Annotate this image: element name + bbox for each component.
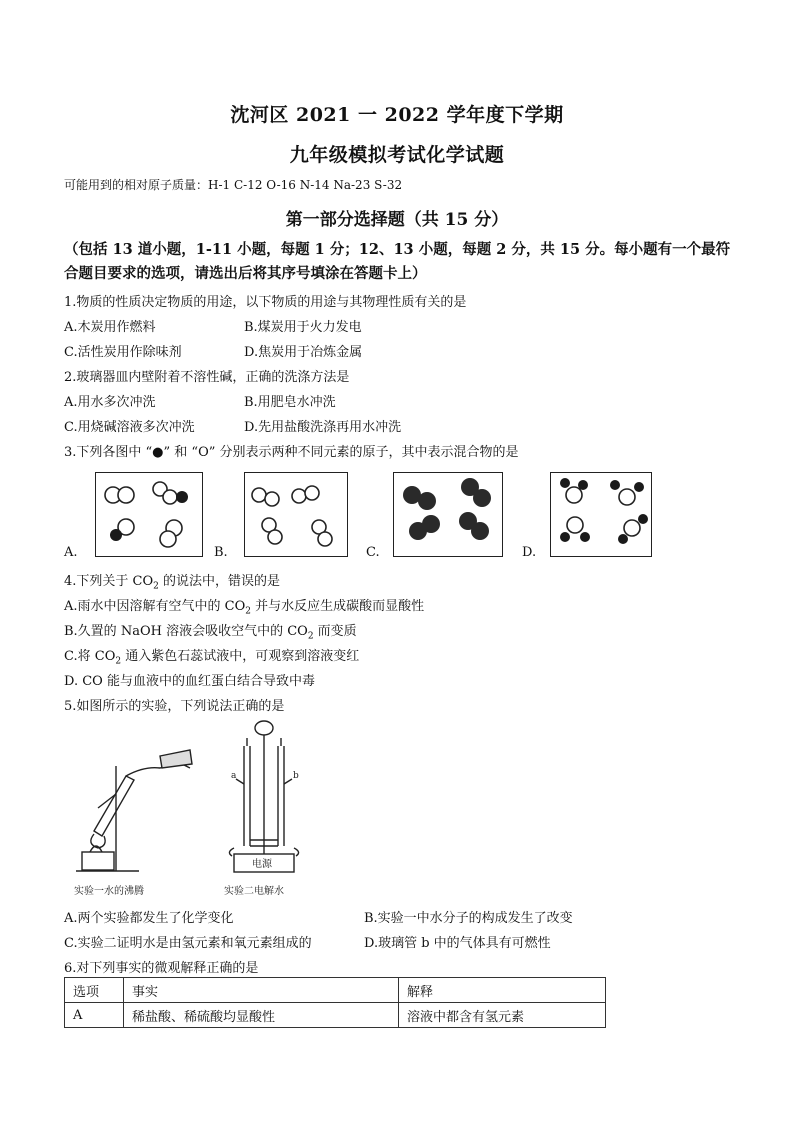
exam-title-line2: 九年级模拟考试化学试题 [289,144,505,166]
q3-label-b: B. [214,545,228,560]
q5-option-c: C.实验二证明水是由氢元素和氧元素组成的 [64,936,312,951]
q3-diagram-d [550,472,652,557]
table-cell: A [65,1003,124,1028]
q5-option-a: A.两个实验都发生了化学变化 [64,911,234,926]
tube-a-label: a [231,771,237,781]
q3-stem: 3.下列各图中 “●” 和 “O” 分别表示两种不同元素的原子，其中表示混合物的是 [64,445,519,460]
table-header-cell: 解释 [399,978,606,1003]
table-header-cell: 事实 [124,978,399,1003]
table-header-cell: 选项 [65,978,124,1003]
molecule-diagram-d [551,473,651,556]
q4-stem: 4.下列关于 $CO_2$ 的说法中，错误的是 [64,574,281,592]
q3-diagram-c [393,472,503,557]
q5-option-d: D.玻璃管 b 中的气体具有可燃性 [364,936,551,951]
q1-option-b: B.煤炭用于火力发电 [244,320,362,335]
table-cell: 溶液中都含有氢元素 [399,1003,606,1028]
q5-experiment-figure [64,716,319,898]
exam-title-line1: 沈河区 2021 一 2022 学年度下学期 [230,104,564,126]
experiment-illustration [64,716,319,898]
q1-stem: 1.物质的性质决定物质的用途，以下物质的用途与其物理性质有关的是 [64,295,467,310]
q4-option-d: D. CO 能与血液中的血红蛋白结合导致中毒 [64,674,315,689]
q5-stem: 5.如图所示的实验，下列说法正确的是 [64,699,285,714]
q4-option-b: B.久置的 NaOH 溶液会吸收空气中的 $CO_2$ 而变质 [64,624,357,642]
q3-diagram-b [244,472,348,557]
molecule-diagram-a [96,473,202,556]
molecule-diagram-b [245,473,347,556]
fig-caption-2: 实验二电解水 [224,886,284,897]
table-header-row [65,978,606,1003]
power-supply-label: 电源 [252,859,272,870]
q1-option-c: C.活性炭用作除味剂 [64,345,182,360]
q5-option-b: B.实验一中水分子的构成发生了改变 [364,911,573,926]
table-cell: 稀盐酸、稀硫酸均显酸性 [124,1003,399,1028]
table-row [65,1003,606,1028]
atomic-masses: 可能用到的相对原子质量：H-1 C-12 O-16 N-14 Na-23 S-32 [64,178,403,192]
q2-stem: 2.玻璃器皿内壁附着不溶性碱，正确的洗涤方法是 [64,370,350,385]
fig-caption-1: 实验一水的沸腾 [74,886,144,897]
section-instruction: （包括 13 道小题，1-11 小题，每题 1 分；12、13 小题，每题 2 分，共 15 分。每小题有一个最符合题目要求的选项，请选出后将其序号填涂在答题卡上） [64,241,731,282]
q3-label-a: A. [64,545,78,560]
q1-option-d: D.焦炭用于冶炼金属 [244,345,363,360]
q3-label-c: C. [366,545,380,560]
q6-stem: 6.对下列事实的微观解释正确的是 [64,961,259,976]
q3-diagram-a [95,472,203,557]
tube-b-label: b [293,771,299,781]
q4-option-a: A.雨水中因溶解有空气中的 $CO_2$ 并与水反应生成碳酸而显酸性 [64,599,425,617]
q4-option-c: C.将 $CO_2$ 通入紫色石蕊试液中，可观察到溶液变红 [64,649,360,667]
q6-table [64,977,606,1028]
q2-option-a: A.用水多次冲洗 [64,395,156,410]
q2-option-b: B.用肥皂水冲洗 [244,395,336,410]
q2-option-d: D.先用盐酸洗涤再用水冲洗 [244,420,402,435]
q3-label-d: D. [522,545,537,560]
q2-option-c: C.用烧碱溶液多次冲洗 [64,420,195,435]
section-title: 第一部分选择题（共 15 分） [285,210,509,230]
q1-option-a: A.木炭用作燃料 [64,320,156,335]
molecule-diagram-c [394,473,502,556]
